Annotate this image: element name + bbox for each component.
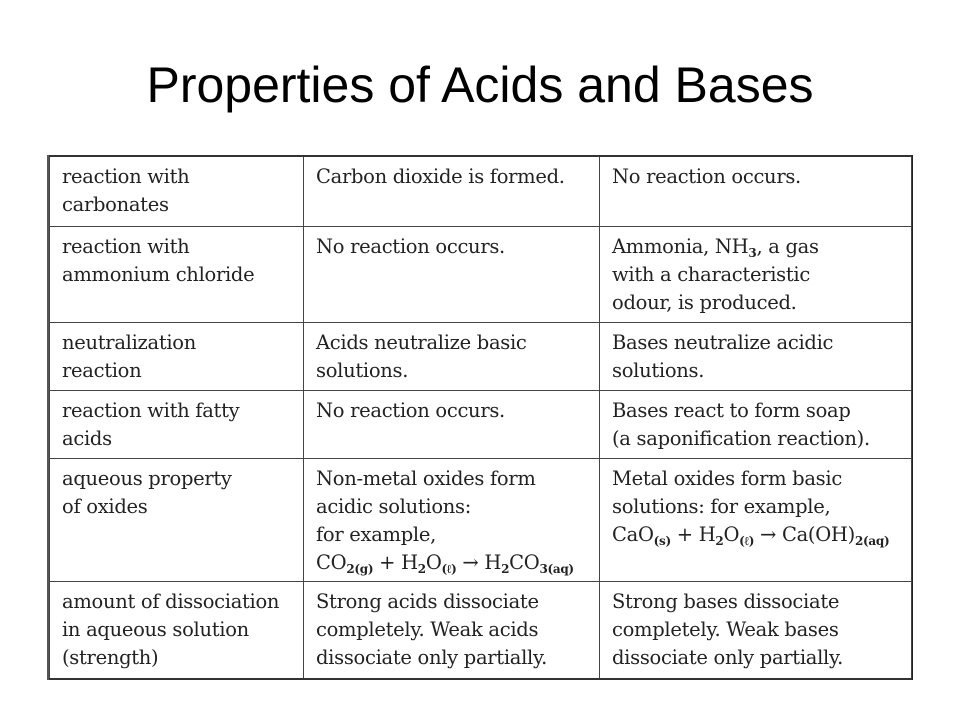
slide-title: Properties of Acids and Bases (146, 57, 814, 113)
table-row (50, 390, 912, 458)
base-text: Strong bases dissociate (612, 589, 840, 613)
chem-subscript: 2 (417, 561, 426, 576)
chem-operator: + (373, 550, 402, 574)
property-text: amount of dissociation (62, 589, 280, 613)
property-text: acids (62, 426, 112, 450)
base-text (612, 233, 901, 261)
chem-text: H (484, 550, 502, 574)
chem-subscript: 2(aq) (854, 533, 890, 548)
base-text: solutions: for example, (612, 494, 831, 518)
chem-text: O (425, 550, 442, 574)
chem-subscript: (ℓ) (441, 561, 457, 576)
base-text: (a saponification reaction). (612, 426, 870, 450)
property-cell (50, 390, 304, 458)
chem-text: CO (509, 550, 540, 574)
acid-text: Carbon dioxide is formed. (316, 165, 565, 188)
chem-subscript: 3 (748, 245, 757, 260)
property-text: reaction with (62, 165, 190, 188)
acid-cell (304, 390, 600, 458)
table-row (50, 322, 912, 390)
acid-text: Non-metal oxides form (316, 466, 536, 490)
base-cell (600, 156, 912, 226)
properties-table (49, 155, 912, 680)
chem-subscript: 2 (501, 561, 510, 576)
property-text: in aqueous solution (62, 617, 249, 641)
property-cell (50, 581, 304, 679)
base-text: odour, is produced. (612, 290, 797, 314)
chem-text: O (723, 522, 740, 546)
acid-text: completely. Weak acids (316, 617, 539, 641)
property-text: aqueous property (62, 466, 232, 490)
chem-text: H (698, 522, 716, 546)
chem-subscript: (s) (653, 533, 671, 548)
property-text: reaction with (62, 234, 190, 258)
acid-text: solutions. (316, 358, 409, 382)
acid-cell (304, 581, 600, 679)
acid-text: Strong acids dissociate (316, 589, 539, 613)
acid-text: No reaction occurs. (316, 234, 505, 258)
property-cell (50, 156, 304, 226)
base-cell (600, 458, 912, 581)
chem-subscript: 3(aq) (539, 561, 574, 576)
chem-text: Ca(OH) (781, 522, 855, 546)
acid-text: No reaction occurs. (316, 398, 505, 422)
reaction-arrow: → (754, 522, 782, 546)
base-text: Bases neutralize acidic (612, 330, 834, 354)
acid-text: dissociate only partially. (316, 645, 548, 669)
chem-text: CaO (612, 522, 654, 546)
property-cell (50, 458, 304, 581)
base-text: No reaction occurs. (612, 165, 801, 188)
chem-subscript: 2 (715, 533, 724, 548)
chem-text: , a gas (756, 234, 819, 258)
acid-text: Acids neutralize basic (316, 330, 527, 354)
property-text: of oxides (62, 494, 148, 518)
property-text: carbonates (62, 193, 169, 216)
property-text: neutralization (62, 330, 196, 354)
chem-text: Ammonia, NH (612, 234, 749, 258)
chem-operator: + (670, 522, 699, 546)
base-cell (600, 226, 912, 322)
property-text: reaction with fatty (62, 398, 240, 422)
property-text: ammonium chloride (62, 262, 255, 286)
property-text: (strength) (62, 645, 159, 669)
table-row (50, 156, 912, 226)
base-text: completely. Weak bases (612, 617, 839, 641)
base-text: Bases react to form soap (612, 398, 851, 422)
properties-table-wrapper (47, 155, 913, 680)
acid-text: acidic solutions: (316, 494, 472, 518)
acid-text: for example, (316, 522, 436, 546)
property-text: reaction (62, 358, 142, 382)
chem-text: CO (316, 550, 347, 574)
base-cell (600, 581, 912, 679)
acid-equation (316, 549, 589, 577)
property-cell (50, 226, 304, 322)
acid-cell (304, 322, 600, 390)
table-row (50, 226, 912, 322)
acid-cell (304, 156, 600, 226)
chem-subscript: 2(g) (346, 561, 374, 576)
property-cell (50, 322, 304, 390)
table-row (50, 581, 912, 679)
base-cell (600, 322, 912, 390)
chem-subscript: (ℓ) (739, 533, 755, 548)
base-equation (612, 521, 901, 549)
acid-cell (304, 226, 600, 322)
reaction-arrow: → (456, 550, 485, 574)
base-cell (600, 390, 912, 458)
base-text: solutions. (612, 358, 705, 382)
table-row (50, 458, 912, 581)
base-text: dissociate only partially. (612, 645, 844, 669)
acid-cell (304, 458, 600, 581)
base-text: with a characteristic (612, 262, 810, 286)
chem-text: H (401, 550, 418, 574)
base-text: Metal oxides form basic (612, 466, 842, 490)
